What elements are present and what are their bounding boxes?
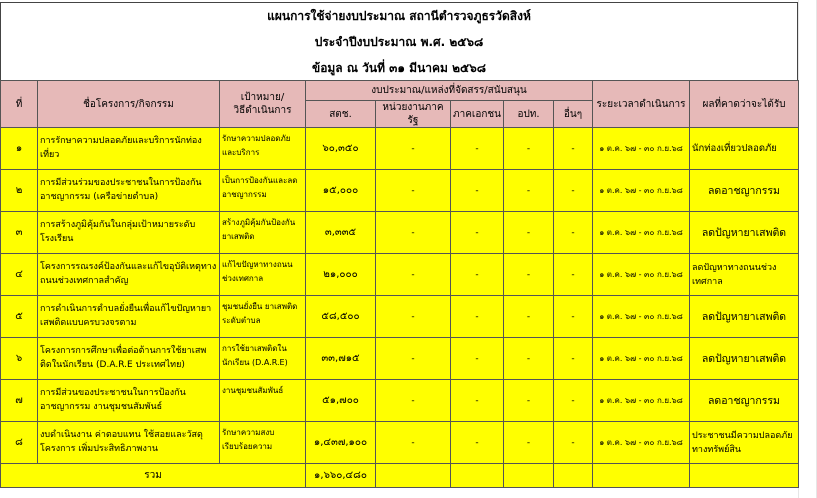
- row-src3[interactable]: -: [451, 380, 504, 422]
- row-src1[interactable]: ๓,๓๓๕: [306, 212, 376, 254]
- row-src2[interactable]: -: [376, 338, 451, 380]
- row-project[interactable]: การมีส่วนของประชาชนในการป้องกันอาชญากรรม งานชุมชนสัมพันธ์: [38, 380, 220, 422]
- header-goal-line2: วิธีดำเนินการ: [233, 105, 292, 116]
- header-project[interactable]: [38, 81, 220, 128]
- header-project-label: ชื่อโครงการ/กิจกรรม: [83, 98, 174, 110]
- row-src4[interactable]: -: [504, 170, 554, 212]
- row-src3[interactable]: -: [451, 128, 504, 170]
- row-src5[interactable]: -: [554, 170, 593, 212]
- row-src4[interactable]: -: [504, 338, 554, 380]
- row-no[interactable]: ๕: [1, 296, 38, 338]
- row-no[interactable]: ๑: [1, 128, 38, 170]
- row-src1[interactable]: ๓๓,๗๑๕: [306, 338, 376, 380]
- total-label[interactable]: รวม: [1, 464, 306, 488]
- row-src3[interactable]: -: [451, 422, 504, 464]
- row-no[interactable]: ๘: [1, 422, 38, 464]
- row-goal[interactable]: รักษาความปลอดภัยและบริการ: [220, 128, 306, 170]
- header-src3[interactable]: ภาคเอกชน: [451, 101, 504, 128]
- header-src4[interactable]: อปท.: [504, 101, 554, 128]
- row-result[interactable]: ลดปัญหายาเสพติด: [690, 212, 799, 254]
- row-project[interactable]: การมีส่วนร่วมของประชาชนในการป้องกันอาชญากรรม (เครือข่ายตำบล): [38, 170, 220, 212]
- row-src2[interactable]: -: [376, 296, 451, 338]
- title-line-1[interactable]: แผนการใช้จ่ายงบประมาณ สถานีตำรวจภูธรวัดสิงห์: [0, 2, 798, 28]
- row-src4[interactable]: -: [504, 128, 554, 170]
- row-goal[interactable]: แก้ไขปัญหาทางถนนช่วงเทศกาล: [220, 254, 306, 296]
- row-src2[interactable]: -: [376, 212, 451, 254]
- row-goal[interactable]: ชุมชนยั่งยืน ยาเสพติดระดับตำบล: [220, 296, 306, 338]
- header-goal[interactable]: [220, 81, 306, 128]
- table-row: [1, 422, 799, 464]
- row-period[interactable]: ๑ ต.ค. ๖๗ - ๓๐ ก.ย.๖๘: [593, 128, 690, 170]
- header-src2[interactable]: หน่วยงานภาครัฐ: [376, 101, 451, 128]
- row-period[interactable]: ๑ ต.ค. ๖๗ - ๓๐ ก.ย.๖๘: [593, 338, 690, 380]
- table-row: [1, 380, 799, 422]
- row-src3[interactable]: -: [451, 254, 504, 296]
- row-src2[interactable]: -: [376, 170, 451, 212]
- row-no[interactable]: ๒: [1, 170, 38, 212]
- row-src4[interactable]: -: [504, 296, 554, 338]
- row-src1[interactable]: ๕๑,๗๐๐: [306, 380, 376, 422]
- row-src4[interactable]: -: [504, 422, 554, 464]
- row-result[interactable]: นักท่องเที่ยวปลอดภัย: [690, 128, 799, 170]
- row-period[interactable]: ๑ ต.ค. ๖๗ - ๓๐ ก.ย.๖๘: [593, 422, 690, 464]
- row-no[interactable]: ๔: [1, 254, 38, 296]
- total-empty[interactable]: [690, 464, 799, 488]
- row-src3[interactable]: -: [451, 212, 504, 254]
- table-row: [1, 296, 799, 338]
- row-src3[interactable]: -: [451, 296, 504, 338]
- row-project[interactable]: โครงการการศึกษาเพื่อต่อต้านการใช้ยาเสพติดในนักเรียน (D.A.R.E ประเทศไทย): [38, 338, 220, 380]
- row-period[interactable]: ๑ ต.ค. ๖๗ - ๓๐ ก.ย.๖๘: [593, 254, 690, 296]
- row-result[interactable]: ลดอาชญากรรม: [690, 380, 799, 422]
- row-period[interactable]: ๑ ต.ค. ๖๗ - ๓๐ ก.ย.๖๘: [593, 296, 690, 338]
- row-result[interactable]: ประชาชนมีความปลอดภัยทางทรัพย์สิน: [690, 422, 799, 464]
- row-src1[interactable]: ๖๐,๓๕๐: [306, 128, 376, 170]
- row-result[interactable]: ลดอาชญากรรม: [690, 170, 799, 212]
- row-src3[interactable]: -: [451, 338, 504, 380]
- row-goal[interactable]: สร้างภูมิคุ้มกันป้องกันยาเสพติด: [220, 212, 306, 254]
- row-goal[interactable]: การใช้ยาเสพติดในนักเรียน (D.A.R.E): [220, 338, 306, 380]
- row-period[interactable]: ๑ ต.ค. ๖๗ - ๓๐ ก.ย.๖๘: [593, 380, 690, 422]
- row-src3[interactable]: -: [451, 170, 504, 212]
- row-project[interactable]: การรักษาความปลอดภัยและบริการนักท่องเที่ยว: [38, 128, 220, 170]
- row-no[interactable]: ๗: [1, 380, 38, 422]
- row-src5[interactable]: -: [554, 212, 593, 254]
- title-line-2[interactable]: ประจำปีงบประมาณ พ.ศ. ๒๕๖๘: [0, 28, 798, 56]
- header-result[interactable]: ผลที่คาดว่าจะได้รับ: [690, 81, 799, 128]
- row-src5[interactable]: -: [554, 254, 593, 296]
- row-period[interactable]: ๑ ต.ค. ๖๗ - ๓๐ ก.ย.๖๘: [593, 170, 690, 212]
- row-project[interactable]: งบดำเนินงาน ค่าตอบแทน ใช้สอยและวัสดุ โครงการ เพิ่มประสิทธิภาพงาน: [38, 422, 220, 464]
- row-src2[interactable]: -: [376, 254, 451, 296]
- row-period[interactable]: ๑ ต.ค. ๖๗ - ๓๐ ก.ย.๖๘: [593, 212, 690, 254]
- row-goal[interactable]: เป็นการป้องกันและลดอาชญากรรม: [220, 170, 306, 212]
- row-result[interactable]: ลดปัญหายาเสพติด: [690, 338, 799, 380]
- row-src1[interactable]: ๒๑,๐๐๐: [306, 254, 376, 296]
- row-result[interactable]: ลดปัญหาทางถนนช่วงเทศกาล: [690, 254, 799, 296]
- total-row: [1, 464, 799, 488]
- total-empty[interactable]: [554, 464, 593, 488]
- row-src4[interactable]: -: [504, 212, 554, 254]
- row-src5[interactable]: -: [554, 296, 593, 338]
- row-src1[interactable]: ๑๕,๐๐๐: [306, 170, 376, 212]
- table-row: [1, 170, 799, 212]
- total-empty[interactable]: [451, 464, 504, 488]
- row-goal[interactable]: รักษาความสงบเรียบร้อยความ: [220, 422, 306, 464]
- total-empty[interactable]: [504, 464, 554, 488]
- header-period[interactable]: ระยะเวลาดำเนินการ: [593, 81, 690, 128]
- row-src1[interactable]: ๕๘,๕๐๐: [306, 296, 376, 338]
- row-no[interactable]: ๖: [1, 338, 38, 380]
- row-project[interactable]: การดำเนินการตำบลยั่งยืนเพื่อแก้ไขปัญหายาเสพติดแบบครบวงจรตาม: [38, 296, 220, 338]
- row-src2[interactable]: -: [376, 380, 451, 422]
- row-goal[interactable]: งานชุมชนสัมพันธ์: [220, 380, 306, 422]
- row-src2[interactable]: -: [376, 128, 451, 170]
- table-row: [1, 338, 799, 380]
- row-src5[interactable]: -: [554, 128, 593, 170]
- table-row: [1, 212, 799, 254]
- row-src5[interactable]: -: [554, 422, 593, 464]
- budget-table: [0, 80, 799, 488]
- header-src1[interactable]: สตช.: [306, 101, 376, 128]
- row-project[interactable]: โครงการรณรงค์ป้องกันและแก้ไขอุบัติเหตุทางถนนช่วงเทศกาลสำคัญ: [38, 254, 220, 296]
- row-src5[interactable]: -: [554, 338, 593, 380]
- table-row: [1, 128, 799, 170]
- row-src5[interactable]: -: [554, 380, 593, 422]
- header-goal-line1: เป้าหมาย/: [240, 92, 285, 103]
- title-line-3[interactable]: ข้อมูล ณ วันที่ ๓๑ มีนาคม ๒๕๖๘: [0, 56, 798, 80]
- header-budget-group[interactable]: งบประมาณ/แหล่งที่จัดสรร/สนับสนุน: [306, 81, 593, 101]
- total-empty[interactable]: [593, 464, 690, 488]
- row-result[interactable]: ลดปัญหายาเสพติด: [690, 296, 799, 338]
- header-src5[interactable]: อื่นๆ: [554, 101, 593, 128]
- table-row: [1, 254, 799, 296]
- header-no[interactable]: ที่: [1, 81, 38, 128]
- total-value[interactable]: ๑,๖๖๐,๔๘๐: [306, 464, 376, 488]
- row-src1[interactable]: ๑,๔๓๗,๑๐๐: [306, 422, 376, 464]
- total-empty[interactable]: [376, 464, 451, 488]
- row-src2[interactable]: -: [376, 422, 451, 464]
- row-project[interactable]: การสร้างภูมิคุ้มกันในกลุ่มเป้าหมายระดับโรงเรียน: [38, 212, 220, 254]
- row-src4[interactable]: -: [504, 254, 554, 296]
- row-no[interactable]: ๓: [1, 212, 38, 254]
- row-src4[interactable]: -: [504, 380, 554, 422]
